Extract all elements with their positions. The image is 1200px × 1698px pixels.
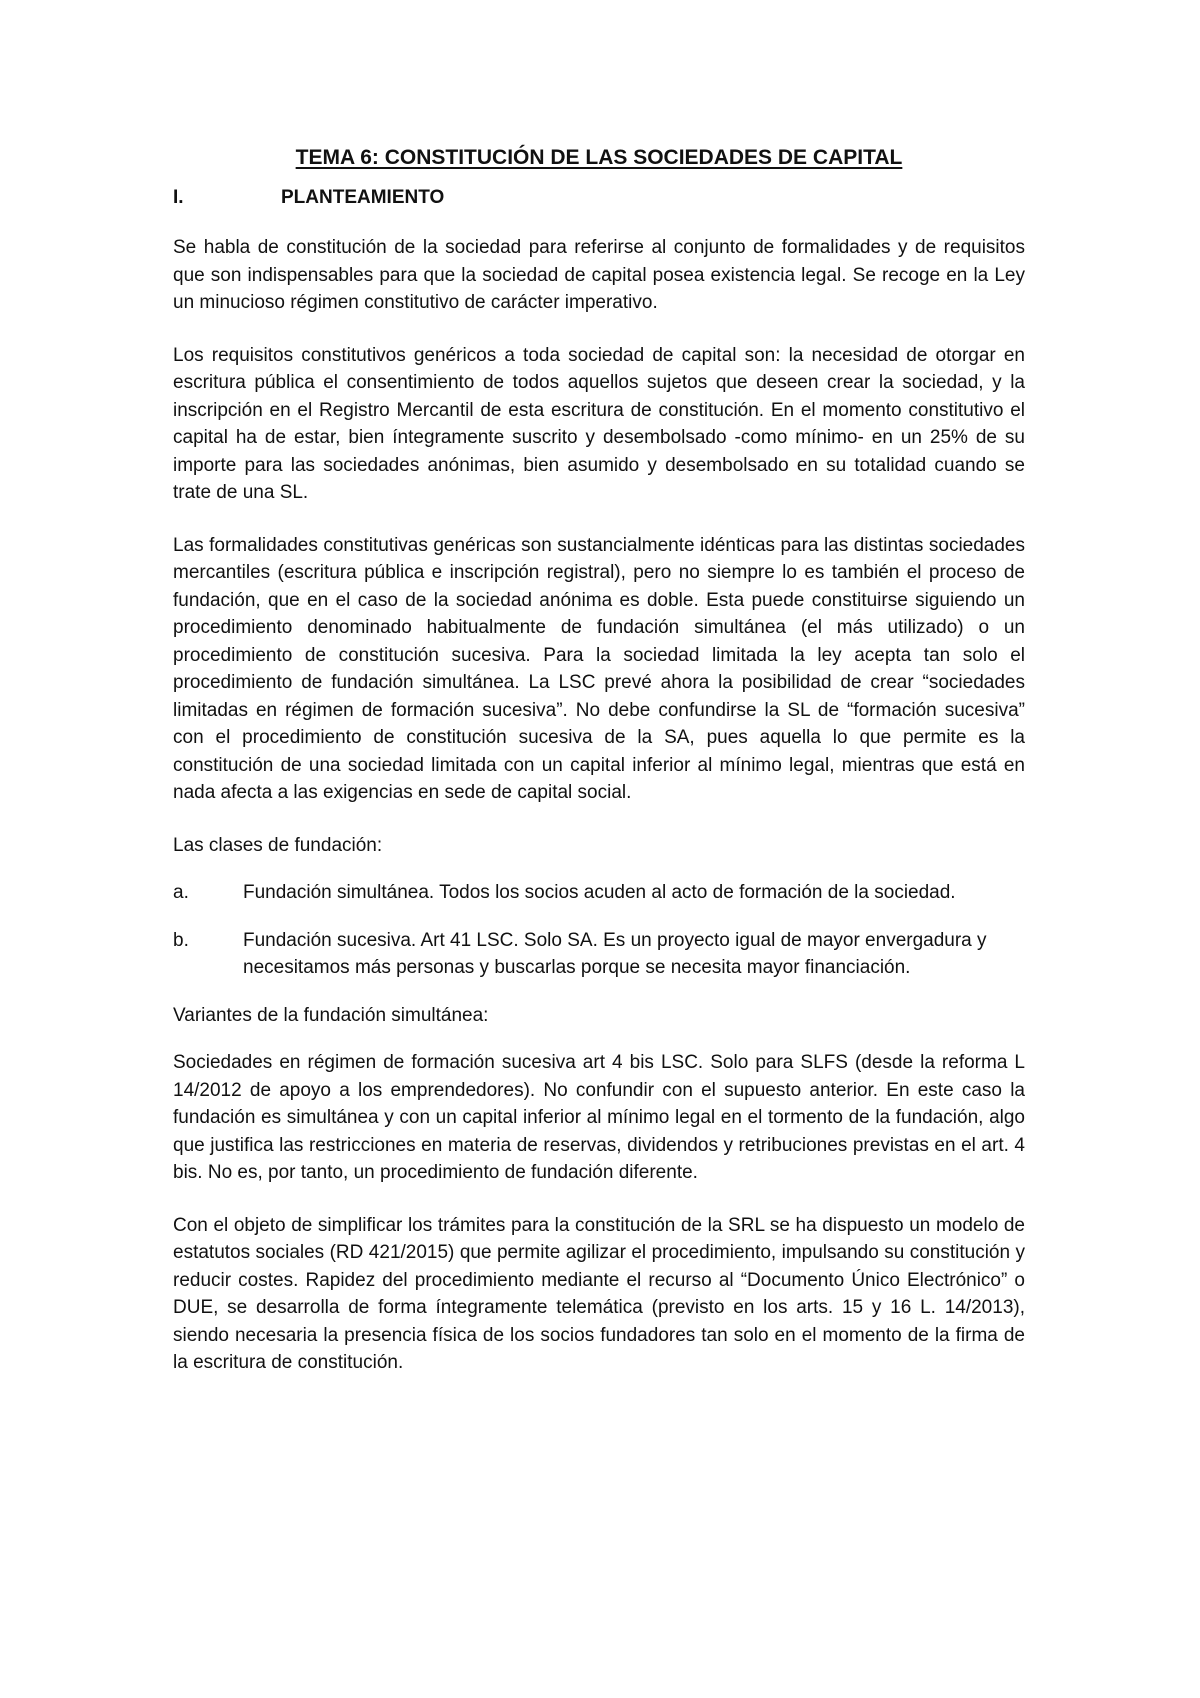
section-title: PLANTEAMIENTO [281, 187, 445, 208]
paragraph-requisitos: Los requisitos constitutivos genéricos a toda sociedad de capital son: la necesidad de otorgar en escritura pública el consentimiento de todos aquellos sujetos que deseen crear la sociedad, y la inscripción en el Registro Mercantil de esta escritura de constitución. En el momento constitutivo el capital ha de estar, bien íntegramente suscrito y desembolsado -como mínimo- en un 25% de su importe para las sociedades anónimas, bien asumido y desembolsado en su totalidad cuando se trate de una SL. [173, 344, 1025, 503]
list-item-text: Fundación sucesiva. Art 41 LSC. Solo SA. Es un proyecto igual de mayor envergadura y necesitamos más personas y buscarlas porque se necesita mayor financiación. [243, 929, 987, 978]
paragraph-formalidades: Las formalidades constitutivas genéricas son sustancialmente idénticas para las distintas sociedades mercantiles (escritura pública e inscripción registral), pero no siempre lo es también el proceso de fundación, que en el caso de la sociedad anónima es doble. Esta puede constituirse siguiendo un procedimiento denominado habitualmente de fundación simultánea (el más utilizado) o un procedimiento de constitución sucesiva. Para la sociedad limitada la ley acepta tan solo el procedimiento de fundación simultánea. La LSC prevé ahora la posibilidad de crear “sociedades limitadas en régimen de formación sucesiva”. No debe confundirse la SL de “formación sucesiva” con el procedimiento de constitución sucesiva de la SA, pues aquella lo que permite es la constitución de una sociedad limitada con un capital inferior al mínimo legal, mientras que está en nada afecta a las exigencias en sede de capital social. [173, 534, 1025, 803]
document-body [173, 144, 1025, 1402]
document-title: TEMA 6: CONSTITUCIÓN DE LAS SOCIEDADES DE CAPITAL [295, 146, 903, 169]
list-marker: a. [173, 882, 189, 903]
section-number: I. [173, 187, 184, 208]
list-item [173, 879, 1025, 907]
list-item-text: Fundación simultánea. Todos los socios acuden al acto de formación de la sociedad. [243, 882, 956, 903]
section-heading [173, 184, 1025, 212]
paragraph-final: Con el objeto de simplificar los trámites para la constitución de la SRL se ha dispuesto un modelo de estatutos sociales (RD 421/2015) que permite agilizar el procedimiento, impulsando su constitución y reducir costes. Rapidez del procedimiento mediante el recurso al “Documento Único Electrónico” o DUE, se desarrolla de forma íntegramente telemática (previsto en los arts. 15 y 16 L. 14/2013), siendo necesaria la presencia física de los socios fundadores tan solo en el momento de la firma de la escritura de constitución. [173, 1214, 1025, 1373]
list-item [173, 927, 1025, 982]
list-marker: b. [173, 929, 189, 951]
paragraph-variants: Sociedades en régimen de formación sucesiva art 4 bis LSC. Solo para SLFS (desde la reforma L 14/2012 de apoyo a los emprendedores). No confundir con el supuesto anterior. En este caso la fundación es simultánea y con un capital inferior al mínimo legal en el tormento de la fundación, algo que justifica las restricciones en materia de reservas, dividendos y retribuciones previstas en el art. 4 bis. No es, por tanto, un procedimiento de fundación diferente. [173, 1052, 1025, 1183]
classes-intro: Las clases de fundación: [173, 834, 383, 856]
variants-intro: Variantes de la fundación simultánea: [173, 1004, 489, 1026]
paragraph-definition: Se habla de constitución de la sociedad para referirse al conjunto de formalidades y de requisitos que son indispensables para que la sociedad de capital posea existencia legal. Se recoge en la Ley un minucioso régimen constitutivo de carácter imperativo. [173, 237, 1025, 313]
